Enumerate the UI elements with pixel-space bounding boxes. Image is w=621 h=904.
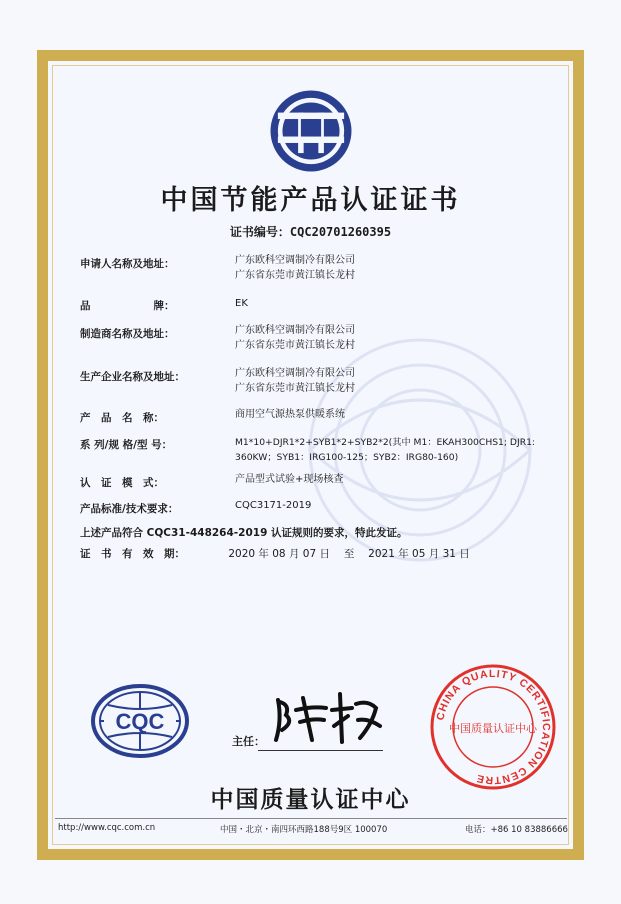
factory-label: 生产企业名称及地址： (80, 371, 185, 383)
product-name-value (235, 407, 345, 422)
model-label: 系 列/规 格/型 号： (80, 439, 173, 451)
footer-address: 中国・北京・南四环西路188号9区 100070 (220, 825, 388, 835)
signature-line (258, 750, 383, 751)
stamp-outer-text: CHINA QUALITY CERTIFICATION CENTRE (434, 667, 553, 787)
certificate-number (0, 223, 621, 240)
footer-url[interactable]: http://www.cqc.com.cn (58, 823, 156, 833)
footer-phone: 电话：+86 10 83886666 (465, 825, 568, 835)
validity-row (80, 546, 470, 561)
certificate-number-value: CQC20701260395 (289, 225, 392, 239)
applicant-address: 广东省东莞市黄江镇长龙村 (235, 270, 355, 281)
standard: CQC3171-2019 (235, 500, 312, 511)
factory-address: 广东省东莞市黄江镇长龙村 (235, 383, 355, 394)
cqc-logo-text: CQC (115, 709, 165, 734)
signature-label: 主任： (232, 735, 265, 748)
energy-saving-emblem-icon (265, 85, 357, 177)
manufacturer-label: 制造商名称及地址： (80, 328, 175, 340)
factory-value (235, 366, 355, 396)
model-line-1: M1*10+DJR1*2+SYB1*2+SYB2*2(其中 M1：EKAH300CHS1; DJR1: (235, 437, 536, 448)
footer-divider (55, 818, 567, 819)
certification-mode: 产品型式试验+现场核查 (235, 474, 344, 485)
applicant-label: 申请人名称及地址： (80, 258, 175, 270)
brand-name: EK (235, 298, 248, 309)
compliance-statement: 上述产品符合 CQC31-448264-2019 认证规则的要求，特此发证。 (80, 527, 408, 539)
applicant-name: 广东欧科空调制冷有限公司 (235, 255, 355, 266)
applicant-value (235, 253, 355, 283)
validity-value: 2020 年 08 月 07 日 至 2021 年 05 月 31 日 (228, 548, 470, 560)
certificate-number-label: 证书编号： (229, 225, 290, 239)
factory-name: 广东欧科空调制冷有限公司 (235, 368, 355, 379)
signature-icon (268, 680, 388, 750)
product-name: 商用空气源热泵供暖系统 (235, 409, 345, 420)
certificate-title: 中国节能产品认证证书 (160, 185, 461, 216)
product-name-label: 产 品 名 称： (80, 412, 164, 424)
standard-value (235, 498, 311, 513)
stamp-inner-text: 中国质量认证中心 (449, 722, 537, 735)
validity-label: 证 书 有 效 期： (80, 548, 185, 560)
model-value (235, 435, 535, 465)
issuing-organization: 中国质量认证中心 (210, 786, 411, 813)
model-line-2: 360KW；SYB1：IRG100-125；SYB2：IRG80-160) (235, 452, 459, 463)
manufacturer-value (235, 323, 355, 353)
certification-mode-label: 认 证 模 式： (80, 477, 164, 489)
cqc-logo-icon (90, 683, 190, 759)
standard-label: 产品标准/技术要求： (80, 503, 179, 515)
official-stamp-icon (428, 662, 558, 792)
manufacturer-name: 广东欧科空调制冷有限公司 (235, 325, 355, 336)
manufacturer-address: 广东省东莞市黄江镇长龙村 (235, 340, 355, 351)
brand-value (235, 296, 248, 311)
certification-mode-value (235, 472, 343, 487)
brand-label: 品 牌： (80, 300, 175, 312)
